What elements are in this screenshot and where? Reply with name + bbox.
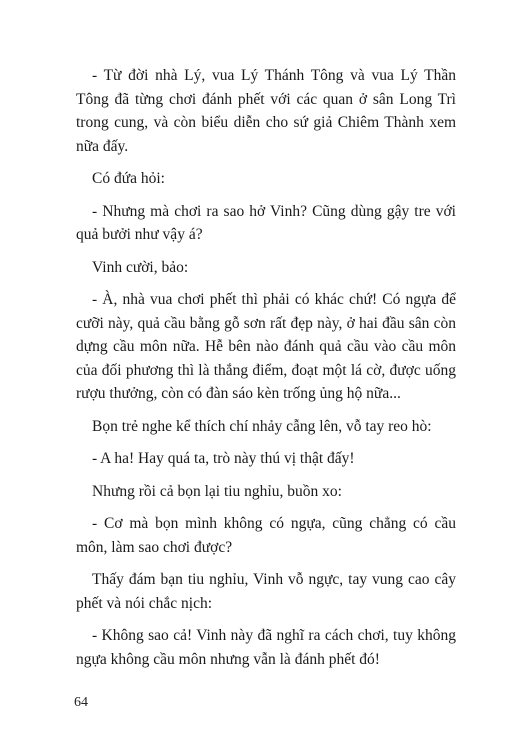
paragraph: - Từ đời nhà Lý, vua Lý Thánh Tông và vua Lý Thần Tông đã từng chơi đánh phết với các quan ở sân Long Trì trong cung, và còn biểu diễn cho sứ giả Chiêm Thành xem nữa đấy. xyxy=(76,67,456,155)
paragraph: - Cơ mà bọn mình không có ngựa, cũng chẳng có cầu môn, làm sao chơi được? xyxy=(76,515,456,556)
paragraph: Bọn trẻ nghe kể thích chí nhảy cẫng lên, vỗ tay reo hò: xyxy=(92,417,432,435)
paragraph: - A ha! Hay quá ta, trò này thú vị thật đấy! xyxy=(92,450,355,467)
paragraph: - Nhưng mà chơi ra sao hở Vinh? Cũng dùng gậy tre với quả bưởi như vậy á? xyxy=(76,202,456,243)
paragraph: Thấy đám bạn tiu nghỉu, Vinh vỗ ngực, tay vung cao cây phết và nói chắc nịch: xyxy=(76,571,456,612)
paragraph: - À, nhà vua chơi phết thì phải có khác chứ! Có ngựa để cưỡi này, quả cầu bằng gỗ sơn rất đẹp này, ở hai đầu sân còn dựng cầu môn nữa. Hễ bên nào đánh quả cầu vào cầu môn của đối phương thì là thắng điểm, đoạt một lá cờ, được uống rượu thưởng, còn có đàn sáo kèn trống ủng hộ nữa... xyxy=(76,291,456,402)
paragraph: - Không sao cả! Vinh này đã nghĩ ra cách chơi, tuy không ngựa không cầu môn nhưng vẫn là đánh phết đó! xyxy=(76,627,456,668)
paragraph: Nhưng rồi cả bọn lại tiu nghỉu, buồn xo: xyxy=(92,482,342,500)
paragraph: Vinh cười, bảo: xyxy=(92,258,189,276)
page-number: 64 xyxy=(74,695,88,710)
page-body xyxy=(76,64,456,680)
paragraph: Có đứa hỏi: xyxy=(92,170,165,187)
